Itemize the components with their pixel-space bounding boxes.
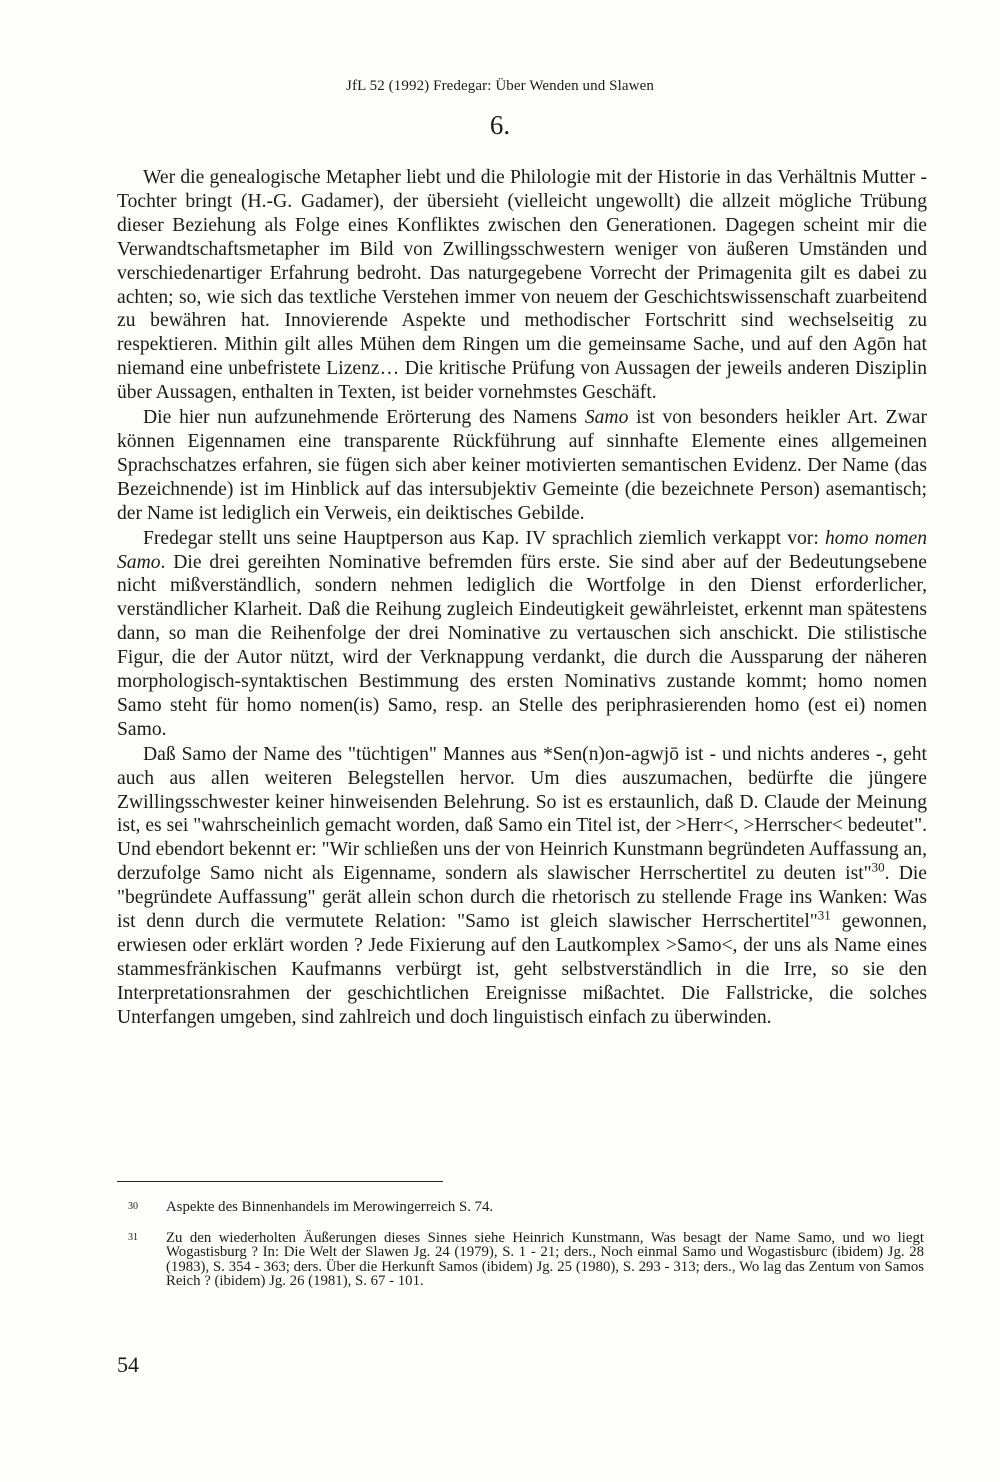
body-text [117, 166, 927, 1031]
footnote-text: Zu den wiederholten Äußerungen dieses Sinnes siehe Heinrich Kunstmann, Was besagt der Name Samo, und wo liegt Wogastisburg ? In: Die Welt der Slawen Jg. 24 (1979), S. 1 - 21; ders., Noch einmal Samo und Wogastisburc (ibidem) Jg. 28 (1983), S. 354 - 363; ders. Über die Herkunft Samos (ibidem) Jg. 25 (1980), S. 293 - 313; ders., Wo lag das Zentum von Samos Reich ? (ibidem) Jg. 26 (1981), S. 67 - 101. [166, 1229, 924, 1290]
footnote-number: 31 [128, 1231, 138, 1243]
footnote-ref-31[interactable]: 31 [817, 907, 831, 923]
footnote-ref-30[interactable]: 30 [871, 859, 885, 875]
running-head: JfL 52 (1992) Fredegar: Über Wenden und Slawen [346, 78, 654, 94]
page-number: 54 [117, 1352, 139, 1377]
italic-term: Samo [584, 407, 629, 429]
italic-quote: homo nomen Samo [117, 527, 927, 573]
footnote-divider [117, 1181, 443, 1182]
footnotes [128, 1200, 924, 1305]
paragraph-2: Die hier nun aufzunehmende Erörterung des Namens Samo ist von besonders heikler Art. Zwar können Eigennamen eine transparente Rückführung auf sinnhafte Elemente eines allgemeinen Sprachschatzes erfahren, sie fügen sich aber keiner motivierten semantischen Evidenz. Der Name (das Bezeichnende) ist im Hinblick auf das intersubjektiv Gemeinte (die bezeichnete Person) asemantisch; der Name ist lediglich ein Verweis, ein deiktisches Gebilde. [117, 407, 927, 524]
footnote-number: 30 [128, 1201, 138, 1212]
footnote-31 [128, 1231, 924, 1289]
footnote-30 [128, 1200, 924, 1215]
paragraph-4: Daß Samo der Name des "tüchtigen" Mannes aus *Sen(n)on-agwjō ist - und nichts anderes -, geht auch aus allen weiteren Belegstellen hervor. Um dies auszumachen, bedürfte die jüngere Zwillingsschwester keiner hinweisenden Belehrung. So ist es erstaunlich, daß D. Claude der Meinung ist, es sei "wahrscheinlich gemacht worden, daß Samo ein Titel ist, der >Herr<, >Herrscher< bedeutet". Und ebendort bekennt er: "Wir schließen uns der von Heinrich Kunstmann begründeten Auffassung an, derzufolge Samo nicht als Eigenname, sondern als slawischer Herrschertitel zu deuten ist"$^{30}$. Die "begründete Auffassung" gerät allein schon durch die rhetorisch zu stellende Frage ins Wanken: Was ist denn durch die vermutete Relation: "Samo ist gleich slawischer Herrschertitel"$^{31}$ gewonnen, erwiesen oder erklärt worden ? Jede Fixierung auf den Lautkomplex >Samo<, der uns als Name eines stammesfränkischen Kaufmanns verbürgt ist, geht selbstverständlich in die Irre, so sie den Interpretationsrahmen der geschichtlichen Ereignisse mißachtet. Die Fallstricke, die solches Unterfangen umgeben, sind zahlreich und doch linguistisch einfach zu überwinden. [117, 743, 927, 1028]
section-number: 6. [489, 110, 511, 140]
paragraph-3: Fredegar stellt uns seine Hauptperson aus Kap. IV sprachlich ziemlich verkappt vor: homo nomen Samo. Die drei gereihten Nominative befremden fürs erste. Sie sind aber auf der Bedeutungsebene nicht mißverständlich, sondern nehmen lediglich die Wortfolge in den Dienst erforderlicher, verständlicher Klarheit. Daß die Reihung zugleich Eindeutigkeit gewährleistet, erkennt man spätestens dann, so man die Reihenfolge der drei Nominative zu vertauschen sich anschickt. Die stilistische Figur, die der Autor nützt, wird der Verknappung verdankt, die durch die Aussparung der näheren morphologisch-syntaktischen Bestimmung des ersten Nominativs zustande kommt; homo nomen Samo steht für homo nomen(is) Samo, resp. an Stelle des periphrasierenden homo (est ei) nomen Samo. [117, 527, 927, 740]
paragraph-1: Wer die genealogische Metapher liebt und die Philologie mit der Historie in das Verhältnis Mutter - Tochter bringt (H.-G. Gadamer), der übersieht (vielleicht ungewollt) die allzeit mögliche Trübung dieser Beziehung als Folge eines Konfliktes zwischen den Generationen. Dagegen scheint mir die Verwandtschaftsmetapher im Bild von Zwillingsschwestern weniger von äußeren Umständen und verschiedenartiger Erfahrung bedroht. Das naturgegebene Vorrecht der Primagenita gilt es dabei zu achten; so, wie sich das textliche Verstehen immer von neuem der Geschichtswissenschaft zuarbeitend zu bewähren hat. Innovierende Aspekte und methodischer Fortschritt sind wechselseitig zu respektieren. Mithin gilt alles Mühen dem Ringen um die gemeinsame Sache, und auf den Agōn hat niemand eine unbefristete Lizenz… Die kritische Prüfung von Aussagen der jeweils anderen Disziplin über Aussagen, enthalten in Texten, ist beider vornehmstes Geschäft. [117, 167, 927, 404]
footnote-text: Aspekte des Binnenhandels im Merowingerreich S. 74. [166, 1199, 494, 1215]
